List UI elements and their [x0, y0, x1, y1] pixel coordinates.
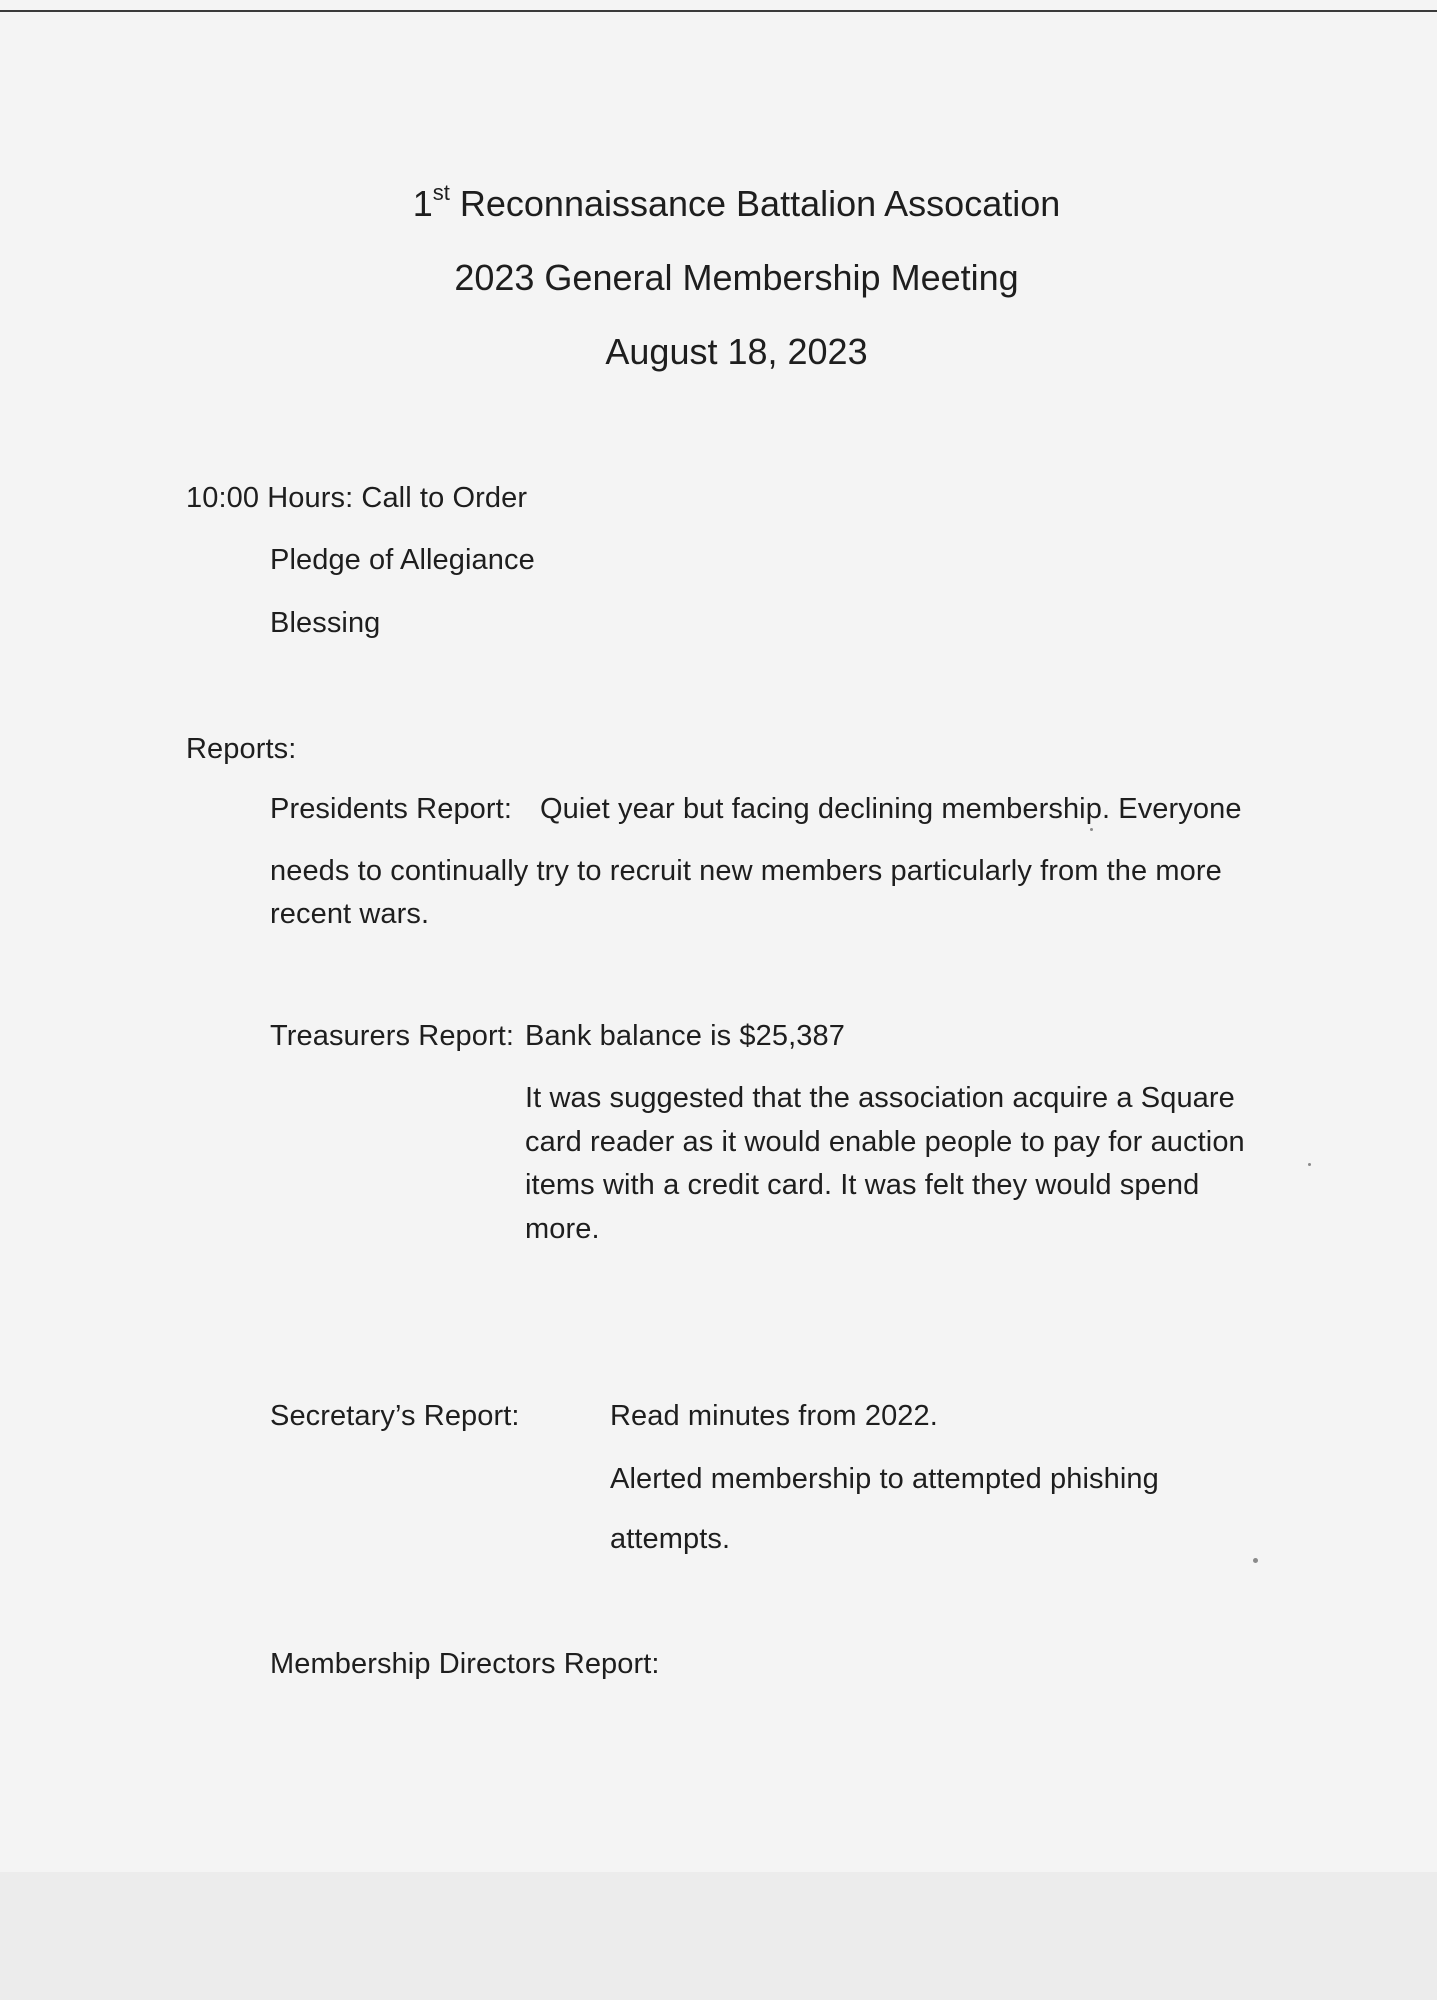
- title-ordinal-number: 1: [412, 183, 433, 224]
- scan-top-edge: [0, 10, 1437, 12]
- organization-title: [0, 182, 1437, 226]
- president-report-text-line-1: Quiet year but facing declining membership. Everyone: [540, 793, 1242, 825]
- reports-heading: Reports:: [186, 733, 297, 765]
- membership-director-report-label: Membership Directors Report:: [270, 1648, 660, 1680]
- secretary-report-text-line-2: Alerted membership to attempted phishing: [610, 1463, 1159, 1495]
- treasurer-report-label: Treasurers Report:: [270, 1020, 515, 1052]
- scan-bottom-margin: [0, 1872, 1437, 2000]
- title-ordinal-suffix: st: [432, 180, 450, 205]
- treasurer-report-text-line-2: card reader as it would enable people to pay for auction: [525, 1126, 1245, 1158]
- scan-speck: [1253, 1558, 1258, 1563]
- title-organization-name: Reconnaissance Battalion Assocation: [449, 183, 1061, 224]
- president-report-label: Presidents Report:: [270, 793, 512, 825]
- secretary-report-text-line-3: attempts.: [610, 1523, 731, 1555]
- treasurer-report-text-line-3: items with a credit card. It was felt they would spend: [525, 1169, 1200, 1201]
- treasurer-report-text-line-1: It was suggested that the association acquire a Square: [525, 1082, 1235, 1114]
- president-report-text-line-3: recent wars.: [270, 898, 430, 930]
- treasurer-bank-balance: Bank balance is $25,387: [525, 1020, 845, 1052]
- secretary-report-label: Secretary’s Report:: [270, 1400, 520, 1432]
- meeting-date: August 18, 2023: [605, 331, 868, 372]
- call-to-order-line: 10:00 Hours: Call to Order: [186, 482, 528, 514]
- scan-speck: [1090, 828, 1093, 831]
- treasurer-report-text-line-4: more.: [525, 1213, 600, 1245]
- scan-speck: [1308, 1163, 1311, 1166]
- president-report-text-line-2: needs to continually try to recruit new members particularly from the more: [270, 855, 1222, 887]
- meeting-title: 2023 General Membership Meeting: [454, 257, 1019, 298]
- pledge-line: Pledge of Allegiance: [270, 544, 535, 576]
- blessing-line: Blessing: [270, 607, 381, 639]
- secretary-report-text-line-1: Read minutes from 2022.: [610, 1400, 938, 1432]
